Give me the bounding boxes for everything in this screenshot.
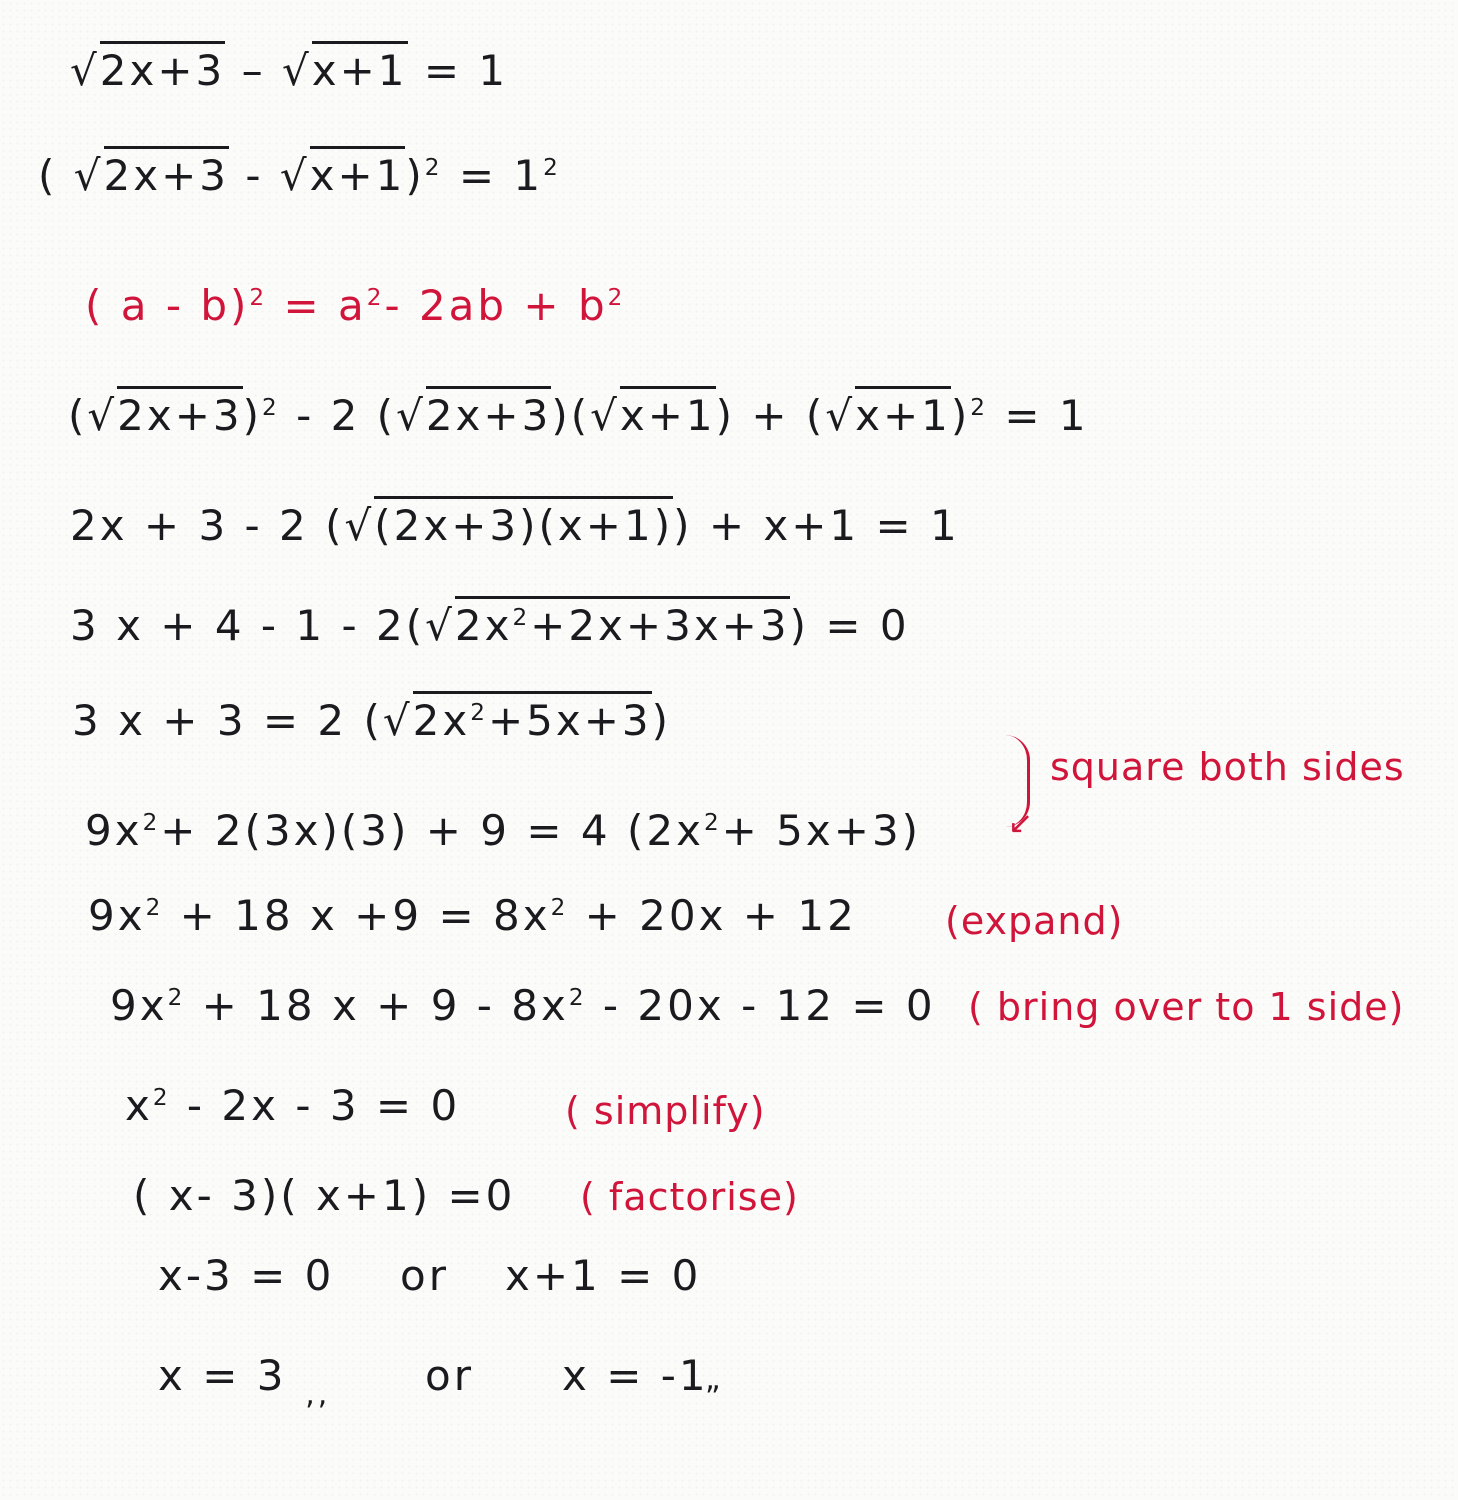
note-bring-over: ( bring over to 1 side) — [968, 985, 1405, 1029]
answer-left: x = 3 — [158, 1351, 287, 1400]
answer-or: or — [425, 1351, 474, 1400]
equation-line-5: 2x + 3 - 2 (√(2x+3)(x+1)) + x+1 = 1 — [70, 505, 960, 547]
note-square-both-sides: square both sides — [1050, 745, 1405, 789]
equation-line-9: $9x^2 + 18$ $x +9 = 8x^2 + 20x + 12$ — [88, 891, 857, 940]
identity-line: ( $a - b)^2 = a^2-$ $2ab + b^2$ — [85, 281, 626, 330]
answer-mark-1: ‚‚ — [305, 1377, 331, 1412]
arrow-icon: ↙ — [1008, 806, 1034, 841]
equation-line-2: ( $√2x+3 - √x+1)^2 = 1^2$ — [38, 155, 561, 197]
note-simplify: ( simplify) — [565, 1089, 766, 1133]
equation-line-10: $9x^2 + 18$ $x + 9 - 8x^2 - 20x - 12 = 0$ — [110, 981, 936, 1030]
equation-line-12: ( x- 3)( x+1) =0 — [133, 1171, 516, 1220]
answer-right: x = -1 — [562, 1351, 709, 1400]
equation-line-13-left: x-3 = 0 — [158, 1251, 335, 1300]
equation-line-7: 3 x + 3 = 2 $(√2x^2+5x+3)$ — [72, 700, 671, 742]
equation-line-8: $9x^2+ 2(3x)(3) + 9 = 4$ $(2x^2+ 5x+3)$ — [85, 806, 922, 855]
note-factorise: ( factorise) — [580, 1175, 799, 1219]
note-expand: (expand) — [945, 899, 1124, 943]
equation-line-13-or: or — [400, 1251, 449, 1300]
equation-line-6: 3 $x + 4 - 1 - 2(√2x^2+2x+3x+3) = 0$ — [70, 605, 910, 647]
equation-line-4: $(√2x+3)^2 - 2$ $(√2x+3)(√x+1) + (√x+1)^2 = 1$ — [68, 395, 1089, 437]
answer-mark-2: „ — [705, 1362, 724, 1397]
equation-line-11: $x^2 - 2x - 3 = 0$ — [125, 1081, 461, 1130]
equation-line-1: √2x+3 – √x+1 = 1 — [70, 50, 508, 92]
equation-line-13-right: x+1 = 0 — [505, 1251, 702, 1300]
